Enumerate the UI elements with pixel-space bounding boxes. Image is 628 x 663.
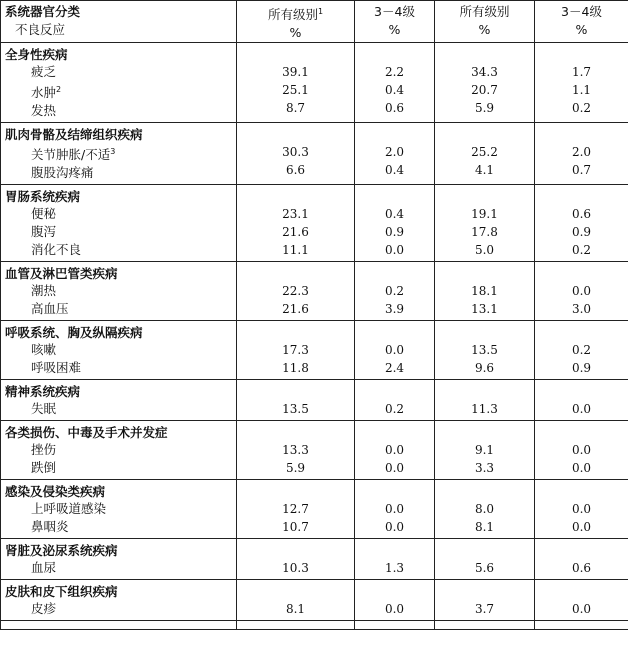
value-cell bbox=[535, 321, 628, 380]
table-row bbox=[1, 43, 628, 123]
percent-value: 11.1 bbox=[282, 243, 309, 258]
percent-value: 0.0 bbox=[571, 520, 592, 535]
percent-value: 13.5 bbox=[471, 343, 498, 358]
percent-value: 0.9 bbox=[571, 361, 592, 376]
header-grade34-2 bbox=[535, 1, 628, 43]
reaction-label: 消化不良 bbox=[31, 242, 82, 258]
soc-cell bbox=[1, 580, 237, 621]
header-unit: % bbox=[478, 22, 491, 37]
reaction-label: 高血压 bbox=[31, 301, 69, 317]
footnote-marker: 2 bbox=[56, 85, 62, 95]
percent-value: 0.0 bbox=[571, 443, 592, 458]
soc-cell bbox=[1, 43, 237, 123]
percent-value: 8.1 bbox=[474, 520, 495, 535]
value-cell bbox=[355, 421, 435, 480]
value-cell bbox=[535, 580, 628, 621]
value-cell bbox=[535, 480, 628, 539]
percent-value: 0.0 bbox=[384, 243, 405, 258]
percent-value: 0.0 bbox=[571, 602, 592, 617]
percent-value: 0.0 bbox=[571, 461, 592, 476]
percent-value: 10.7 bbox=[282, 520, 309, 535]
reaction-name bbox=[1, 143, 236, 164]
percent-value: 39.1 bbox=[282, 65, 309, 80]
soc-title: 胃肠系统疾病 bbox=[5, 189, 81, 205]
reaction-name bbox=[1, 518, 236, 536]
percent-value: 25.1 bbox=[282, 83, 309, 98]
table-row bbox=[1, 185, 628, 262]
header-footnote: 1 bbox=[317, 7, 324, 16]
percent-value: 8.0 bbox=[474, 502, 495, 517]
percent-value: 3.0 bbox=[571, 302, 592, 317]
percent-value: 12.7 bbox=[282, 502, 309, 517]
soc-title: 各类损伤、中毒及手术并发症 bbox=[5, 425, 168, 441]
percent-value: 21.6 bbox=[282, 302, 309, 317]
percent-value: 0.9 bbox=[571, 225, 592, 240]
value-cell bbox=[435, 262, 535, 321]
percent-value: 34.3 bbox=[471, 65, 498, 80]
percent-value: 0.6 bbox=[384, 101, 405, 116]
header-unit: % bbox=[575, 22, 588, 37]
header-all-grades-2 bbox=[435, 1, 535, 43]
percent-value: 13.5 bbox=[282, 402, 309, 417]
reaction-name bbox=[1, 300, 236, 318]
header-reaction-label: 不良反应 bbox=[15, 22, 66, 37]
percent-value: 0.2 bbox=[384, 284, 405, 299]
percent-value: 20.7 bbox=[471, 83, 498, 98]
percent-value: 0.0 bbox=[384, 602, 405, 617]
header-row bbox=[1, 1, 628, 43]
soc-title: 呼吸系统、胸及纵隔疾病 bbox=[5, 325, 143, 341]
value-cell bbox=[435, 123, 535, 185]
percent-value: 0.6 bbox=[571, 207, 592, 222]
value-cell bbox=[355, 480, 435, 539]
value-cell bbox=[435, 580, 535, 621]
percent-value: 9.6 bbox=[474, 361, 495, 376]
percent-value: 0.0 bbox=[384, 502, 405, 517]
value-cell bbox=[535, 539, 628, 580]
table-row bbox=[1, 262, 628, 321]
value-cell bbox=[355, 262, 435, 321]
percent-value: 5.0 bbox=[474, 243, 495, 258]
value-cell bbox=[237, 185, 355, 262]
value-cell bbox=[237, 123, 355, 185]
percent-value: 17.3 bbox=[282, 343, 309, 358]
reaction-name bbox=[1, 341, 236, 359]
percent-value: 0.2 bbox=[571, 343, 592, 358]
value-cell bbox=[237, 480, 355, 539]
value-cell bbox=[355, 580, 435, 621]
soc-title: 感染及侵染类疾病 bbox=[5, 484, 106, 500]
percent-value: 22.3 bbox=[282, 284, 309, 299]
reaction-label: 便秘 bbox=[31, 206, 57, 222]
header-soc bbox=[1, 1, 237, 43]
reaction-name bbox=[1, 500, 236, 518]
percent-value: 0.9 bbox=[384, 225, 405, 240]
percent-value: 0.7 bbox=[571, 163, 592, 178]
empty-cell bbox=[355, 621, 435, 630]
percent-value: 3.3 bbox=[474, 461, 495, 476]
percent-value: 13.3 bbox=[282, 443, 309, 458]
percent-value: 0.0 bbox=[571, 502, 592, 517]
percent-value: 0.4 bbox=[384, 207, 405, 222]
soc-title: 皮肤和皮下组织疾病 bbox=[5, 584, 118, 600]
soc-title: 精神系统疾病 bbox=[5, 384, 81, 400]
percent-value: 0.4 bbox=[384, 83, 405, 98]
percent-value: 25.2 bbox=[471, 145, 498, 160]
percent-value: 5.9 bbox=[474, 101, 495, 116]
reaction-label: 咳嗽 bbox=[31, 342, 57, 358]
soc-cell bbox=[1, 262, 237, 321]
percent-value: 0.2 bbox=[384, 402, 405, 417]
reaction-name bbox=[1, 459, 236, 477]
percent-value: 4.1 bbox=[474, 163, 495, 178]
percent-value: 8.1 bbox=[285, 602, 306, 617]
percent-value: 8.7 bbox=[285, 101, 306, 116]
value-cell bbox=[435, 380, 535, 421]
value-cell bbox=[355, 321, 435, 380]
empty-cell bbox=[237, 621, 355, 630]
value-cell bbox=[355, 123, 435, 185]
value-cell bbox=[237, 421, 355, 480]
percent-value: 0.2 bbox=[571, 101, 592, 116]
soc-cell bbox=[1, 480, 237, 539]
soc-title: 血管及淋巴管类疾病 bbox=[5, 266, 118, 282]
percent-value: 0.0 bbox=[384, 520, 405, 535]
percent-value: 0.0 bbox=[571, 284, 592, 299]
percent-value: 0.0 bbox=[571, 402, 592, 417]
percent-value: 2.2 bbox=[384, 65, 405, 80]
reaction-label: 潮热 bbox=[31, 283, 57, 299]
reaction-name bbox=[1, 223, 236, 241]
soc-cell bbox=[1, 421, 237, 480]
header-unit: % bbox=[388, 22, 401, 37]
value-cell bbox=[535, 185, 628, 262]
table-row bbox=[1, 123, 628, 185]
value-cell bbox=[435, 421, 535, 480]
percent-value: 21.6 bbox=[282, 225, 309, 240]
value-cell bbox=[237, 321, 355, 380]
table-row bbox=[1, 380, 628, 421]
reaction-name bbox=[1, 282, 236, 300]
empty-cell bbox=[1, 621, 237, 630]
reaction-name bbox=[1, 241, 236, 259]
percent-value: 0.0 bbox=[384, 343, 405, 358]
reaction-label: 呼吸困难 bbox=[31, 360, 82, 376]
value-cell bbox=[435, 185, 535, 262]
soc-title: 肾脏及泌尿系统疾病 bbox=[5, 543, 118, 559]
value-cell bbox=[237, 539, 355, 580]
reaction-label: 鼻咽炎 bbox=[31, 519, 69, 535]
reaction-label: 水肿 bbox=[31, 85, 57, 101]
percent-value: 5.9 bbox=[285, 461, 306, 476]
soc-title: 全身性疾病 bbox=[5, 47, 68, 63]
reaction-label: 挫伤 bbox=[31, 442, 57, 458]
reaction-label: 腹股沟疼痛 bbox=[31, 165, 94, 181]
value-cell bbox=[435, 43, 535, 123]
soc-cell bbox=[1, 539, 237, 580]
soc-cell bbox=[1, 321, 237, 380]
percent-value: 3.9 bbox=[384, 302, 405, 317]
reaction-label: 关节肿胀/不适 bbox=[31, 147, 111, 163]
reaction-label: 疲乏 bbox=[31, 64, 57, 80]
table-row bbox=[1, 539, 628, 580]
percent-value: 1.3 bbox=[384, 561, 405, 576]
percent-value: 30.3 bbox=[282, 145, 309, 160]
header-grade34-label: 3－4级 bbox=[561, 4, 602, 19]
percent-value: 0.0 bbox=[384, 461, 405, 476]
value-cell bbox=[237, 43, 355, 123]
reaction-name bbox=[1, 400, 236, 418]
reaction-name bbox=[1, 102, 236, 120]
reaction-label: 腹泻 bbox=[31, 224, 57, 240]
percent-value: 2.0 bbox=[571, 145, 592, 160]
reaction-label: 失眠 bbox=[31, 401, 57, 417]
value-cell bbox=[435, 321, 535, 380]
header-all-grades-1 bbox=[237, 1, 355, 43]
percent-value: 2.0 bbox=[384, 145, 405, 160]
table-row bbox=[1, 321, 628, 380]
value-cell bbox=[535, 262, 628, 321]
reaction-label: 发热 bbox=[31, 103, 57, 119]
value-cell bbox=[355, 185, 435, 262]
percent-value: 13.1 bbox=[471, 302, 498, 317]
reaction-name bbox=[1, 559, 236, 577]
reaction-label: 跌倒 bbox=[31, 460, 57, 476]
value-cell bbox=[355, 43, 435, 123]
percent-value: 0.6 bbox=[571, 561, 592, 576]
value-cell bbox=[355, 380, 435, 421]
percent-value: 9.1 bbox=[474, 443, 495, 458]
value-cell bbox=[535, 380, 628, 421]
reaction-name bbox=[1, 359, 236, 377]
table-row bbox=[1, 580, 628, 621]
soc-title: 肌肉骨骼及结缔组织疾病 bbox=[5, 127, 143, 143]
percent-value: 1.7 bbox=[571, 65, 592, 80]
value-cell bbox=[355, 539, 435, 580]
reaction-name bbox=[1, 164, 236, 182]
percent-value: 1.1 bbox=[571, 83, 592, 98]
percent-value: 18.1 bbox=[471, 284, 498, 299]
value-cell bbox=[237, 262, 355, 321]
percent-value: 10.3 bbox=[282, 561, 309, 576]
soc-cell bbox=[1, 123, 237, 185]
reaction-label: 上呼吸道感染 bbox=[31, 501, 107, 517]
percent-value: 6.6 bbox=[285, 163, 306, 178]
percent-value: 17.8 bbox=[471, 225, 498, 240]
percent-value: 2.4 bbox=[384, 361, 405, 376]
percent-value: 11.8 bbox=[282, 361, 309, 376]
percent-value: 19.1 bbox=[471, 207, 498, 222]
header-grade34-1 bbox=[355, 1, 435, 43]
soc-cell bbox=[1, 185, 237, 262]
value-cell bbox=[237, 380, 355, 421]
header-all-grades-label: 所有级别 bbox=[267, 7, 318, 23]
reaction-name bbox=[1, 600, 236, 618]
reaction-name bbox=[1, 441, 236, 459]
value-cell bbox=[535, 123, 628, 185]
footnote-marker: 3 bbox=[110, 147, 116, 157]
reaction-name bbox=[1, 81, 236, 102]
empty-cell bbox=[435, 621, 535, 630]
value-cell bbox=[535, 43, 628, 123]
empty-cell bbox=[535, 621, 628, 630]
table-row-trailing bbox=[1, 621, 628, 630]
table-row bbox=[1, 421, 628, 480]
soc-cell bbox=[1, 380, 237, 421]
reaction-name bbox=[1, 63, 236, 81]
percent-value: 5.6 bbox=[474, 561, 495, 576]
percent-value: 3.7 bbox=[474, 602, 495, 617]
header-grade34-label: 3－4级 bbox=[374, 4, 415, 19]
value-cell bbox=[435, 539, 535, 580]
percent-value: 0.4 bbox=[384, 163, 405, 178]
percent-value: 23.1 bbox=[282, 207, 309, 222]
value-cell bbox=[237, 580, 355, 621]
header-all-grades-label: 所有级别 bbox=[459, 4, 510, 19]
table-row bbox=[1, 480, 628, 539]
reaction-name bbox=[1, 205, 236, 223]
value-cell bbox=[435, 480, 535, 539]
reaction-label: 皮疹 bbox=[31, 601, 57, 617]
percent-value: 0.0 bbox=[384, 443, 405, 458]
percent-value: 11.3 bbox=[471, 402, 498, 417]
header-soc-label: 系统器官分类 bbox=[5, 4, 81, 19]
percent-value: 0.2 bbox=[571, 243, 592, 258]
header-unit: % bbox=[289, 25, 302, 41]
value-cell bbox=[535, 421, 628, 480]
reaction-label: 血尿 bbox=[31, 560, 57, 576]
